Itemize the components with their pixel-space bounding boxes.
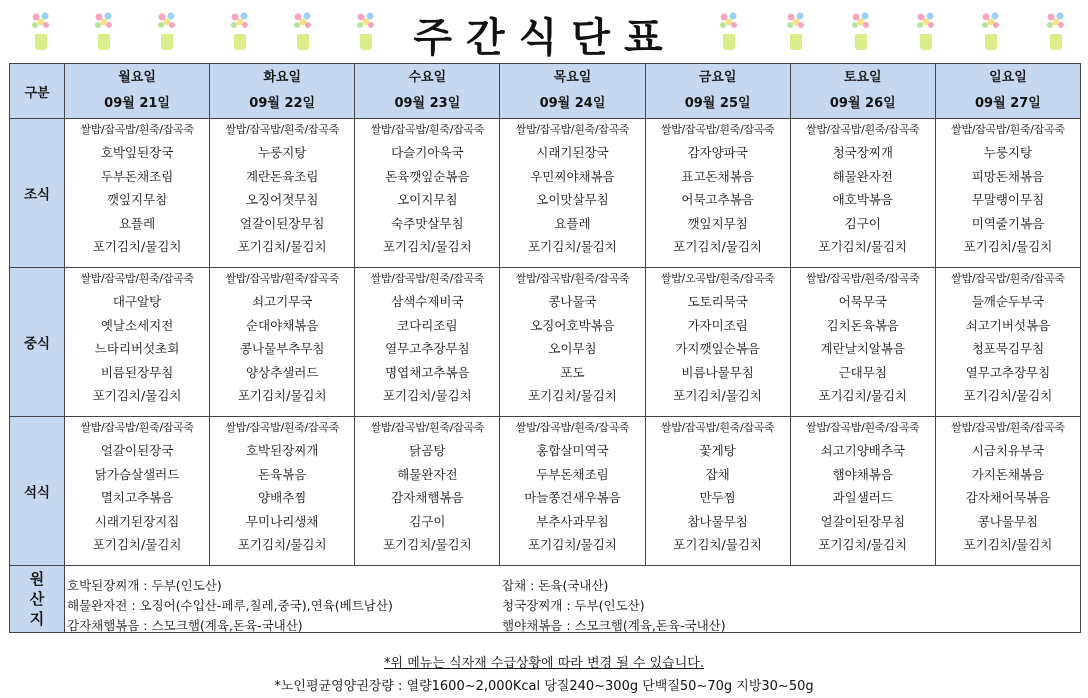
menu-cell xyxy=(355,417,500,566)
menu-item: 쌀밥/잡곡밥/흰죽/잡곡죽 xyxy=(951,123,1065,136)
menu-item: 마늘쫑건새우볶음 xyxy=(524,490,621,505)
menu-item: 누룽지탕 xyxy=(983,145,1033,160)
menu-item: 해물완자전 xyxy=(397,466,458,482)
origin-left-column xyxy=(67,576,393,636)
origin-line: 햄야채볶음 : 스모크햄(계육,돈육-국내산) xyxy=(502,618,726,633)
menu-item: 깻잎지무침 xyxy=(106,192,168,207)
flower-pot-icon xyxy=(850,12,872,52)
menu-item: 요플레 xyxy=(554,215,591,231)
menu-item: 닭곰탕 xyxy=(409,443,446,458)
menu-item: 어묵무국 xyxy=(838,294,887,309)
origin-label xyxy=(10,566,65,633)
menu-item: 양상추샐러드 xyxy=(245,364,319,380)
origin-line: 감자채햄볶음 : 스모크햄(계육,돈육-국내산) xyxy=(67,618,303,633)
flower-pot-icon xyxy=(915,12,937,52)
menu-item: 쌀밥/잡곡밥/흰죽/잡곡죽 xyxy=(80,421,194,434)
menu-item: 감자양파국 xyxy=(687,145,748,160)
menu-item: 호박잎된장국 xyxy=(100,145,174,160)
menu-item: 포기김치/물김치 xyxy=(963,239,1053,254)
menu-cell xyxy=(645,268,790,417)
menu-item: 옛날소세지전 xyxy=(100,317,174,333)
menu-item: 근대무침 xyxy=(838,364,887,380)
menu-item: 오징어젓무침 xyxy=(245,192,319,207)
day-header xyxy=(935,64,1080,119)
menu-item: 열무고추장무침 xyxy=(385,341,470,356)
menu-item: 피망돈채볶음 xyxy=(971,168,1045,184)
day-header xyxy=(790,64,935,119)
menu-item: 시금치유부국 xyxy=(971,443,1045,458)
flower-pot-icon xyxy=(718,12,740,52)
menu-item: 미역줄기볶음 xyxy=(971,215,1045,231)
menu-item: 쌀밥/잡곡밥/흰죽/잡곡죽 xyxy=(660,421,775,434)
menu-cell xyxy=(210,119,355,268)
flower-pot-icon xyxy=(156,12,178,52)
flower-pot-icon xyxy=(980,12,1002,52)
menu-item: 도토리묵국 xyxy=(687,294,748,309)
menu-item: 명엽채고추볶음 xyxy=(385,364,470,380)
menu-item: 순대야채볶음 xyxy=(245,317,319,333)
day-date: 09월 21일 xyxy=(104,96,170,111)
menu-item: 쌀밥/잡곡밥/흰죽/잡곡죽 xyxy=(80,272,194,285)
meal-row xyxy=(10,417,1081,566)
menu-item: 대구알탕 xyxy=(112,294,162,309)
menu-item: 요플레 xyxy=(118,215,156,231)
menu-item: 포기김치/물김치 xyxy=(92,537,182,552)
menu-item: 김구이 xyxy=(409,513,446,529)
page-title: 주간식단표 xyxy=(413,15,677,61)
flower-pot-icon xyxy=(292,12,314,52)
menu-item: 포기김치/물김치 xyxy=(673,239,762,254)
menu-item: 포기김치/물김치 xyxy=(818,388,908,403)
header-banner xyxy=(0,0,1088,62)
day-name: 목요일 xyxy=(553,70,592,85)
menu-item: 멸치고추볶음 xyxy=(100,490,174,505)
menu-item: 포기김치/물김치 xyxy=(92,388,182,403)
day-header xyxy=(355,64,500,119)
menu-item: 얼갈이된장국 xyxy=(100,443,174,458)
menu-item: 열무고추장무침 xyxy=(965,364,1051,380)
day-date: 09월 26일 xyxy=(829,96,896,111)
day-name: 월요일 xyxy=(118,70,156,85)
menu-item: 깻잎지무침 xyxy=(687,215,748,231)
day-header xyxy=(645,64,790,119)
menu-item: 포도 xyxy=(560,364,585,380)
menu-item: 포기김치/물김치 xyxy=(528,388,617,403)
menu-item: 청포묵김무침 xyxy=(971,341,1045,356)
day-header xyxy=(500,64,645,119)
meal-label: 조식 xyxy=(10,119,65,268)
menu-item: 콩나물부추무침 xyxy=(239,341,325,356)
day-date: 09월 27일 xyxy=(975,96,1041,111)
menu-item: 쌀밥/잡곡밥/흰죽/잡곡죽 xyxy=(515,421,630,434)
menu-item: 애호박볶음 xyxy=(832,192,893,207)
menu-item: 쇠고기무국 xyxy=(252,294,313,309)
menu-item: 느타리버섯초회 xyxy=(94,341,180,356)
menu-item: 닭가슴살샐러드 xyxy=(94,466,180,482)
menu-cell xyxy=(210,417,355,566)
menu-item: 포기김치/물김치 xyxy=(963,537,1053,552)
menu-cell xyxy=(935,268,1080,417)
menu-cell xyxy=(65,119,210,268)
menu-item: 포기김치/물김치 xyxy=(963,388,1053,403)
menu-item: 포기김치/물김치 xyxy=(528,537,617,552)
menu-item: 표고돈채볶음 xyxy=(681,168,754,184)
menu-item: 쌀밥/잡곡밥/흰죽/잡곡죽 xyxy=(370,421,485,434)
menu-item: 쌀밥/잡곡밥/흰죽/잡곡죽 xyxy=(80,123,194,136)
menu-item: 두부돈채조림 xyxy=(536,466,609,482)
menu-item: 쌀밥/잡곡밥/흰죽/잡곡죽 xyxy=(951,272,1065,285)
menu-item: 쌀밥/잡곡밥/흰죽/잡곡죽 xyxy=(806,421,920,434)
menu-item: 가자미조림 xyxy=(687,317,748,333)
menu-item: 쌀밥/잡곡밥/흰죽/잡곡죽 xyxy=(515,123,630,136)
meal-row xyxy=(10,268,1081,417)
menu-item: 쌀밥/잡곡밥/흰죽/잡곡죽 xyxy=(370,123,485,136)
menu-cell xyxy=(210,268,355,417)
day-date: 09월 24일 xyxy=(539,96,606,111)
menu-item: 쌀밥/잡곡밥/흰죽/잡곡죽 xyxy=(951,421,1065,434)
menu-item: 쌀밥/잡곡밥/흰죽/잡곡죽 xyxy=(515,272,630,285)
menu-item: 감자채햄볶음 xyxy=(391,490,464,505)
day-date: 09월 22일 xyxy=(249,96,316,111)
menu-item: 비름된장무침 xyxy=(100,364,174,380)
origin-label-char: 산 xyxy=(29,590,45,608)
menu-item: 콩나물국 xyxy=(548,294,597,309)
origin-line: 호박된장찌개 : 두부(인도산) xyxy=(67,578,222,593)
menu-item: 포기김치/물김치 xyxy=(237,388,327,403)
day-name: 수요일 xyxy=(408,70,447,85)
menu-item: 쌀밥/잡곡밥/흰죽/잡곡죽 xyxy=(225,123,339,136)
menu-cell xyxy=(500,417,645,566)
menu-item: 포기김치/물김치 xyxy=(528,239,617,254)
origin-label-char: 원 xyxy=(29,570,45,588)
menu-item: 김치돈육볶음 xyxy=(826,317,899,333)
menu-item: 돈육볶음 xyxy=(258,466,307,482)
menu-item: 가지깻잎순볶음 xyxy=(675,341,760,356)
menu-item: 오이맛살무침 xyxy=(536,192,609,207)
day-header xyxy=(65,64,210,119)
menu-cell xyxy=(500,119,645,268)
menu-item: 쇠고기양배추국 xyxy=(820,443,906,458)
meal-label: 중식 xyxy=(10,268,65,417)
menu-cell xyxy=(645,417,790,566)
menu-item: 비름나물무침 xyxy=(681,364,754,380)
menu-item: 포기김치/물김치 xyxy=(673,537,762,552)
menu-item: 꽃게탕 xyxy=(699,443,736,458)
menu-item: 다슬기아욱국 xyxy=(391,145,464,160)
menu-item: 해물완자전 xyxy=(832,168,893,184)
menu-item: 계란날치알볶음 xyxy=(820,341,906,356)
corner-header: 구분 xyxy=(10,64,65,119)
menu-cell xyxy=(500,268,645,417)
menu-cell xyxy=(355,268,500,417)
menu-item: 시래기된장지짐 xyxy=(94,513,180,529)
menu-item: 얼갈이된장무침 xyxy=(239,215,325,231)
menu-item: 쌀밥/잡곡밥/흰죽/잡곡죽 xyxy=(225,421,339,434)
menu-item: 쇠고기버섯볶음 xyxy=(965,317,1051,333)
menu-item: 참나물무침 xyxy=(687,513,748,529)
day-name: 토요일 xyxy=(843,70,882,85)
origin-line: 청국장찌개 : 두부(인도산) xyxy=(502,598,645,613)
menu-item: 포기김치/물김치 xyxy=(818,537,908,552)
flower-pot-icon xyxy=(785,12,807,52)
day-header xyxy=(210,64,355,119)
menu-item: 무말랭이무침 xyxy=(971,192,1045,207)
menu-item: 삼색수제비국 xyxy=(391,294,464,309)
menu-item: 포기김치/물김치 xyxy=(382,239,472,254)
menu-item: 코다리조림 xyxy=(397,317,458,333)
day-date: 09월 25일 xyxy=(684,96,751,111)
menu-item: 오징어호박볶음 xyxy=(530,317,615,333)
menu-item: 포기김치/물김치 xyxy=(237,537,327,552)
nutrition-notice: *노인평균영양권장량 : 열량1600~2,000Kcal 당질240~300g 단백질50~70g 지방30~50g xyxy=(274,679,814,694)
menu-item: 가지돈채볶음 xyxy=(971,466,1045,482)
menu-item: 청국장찌개 xyxy=(832,145,893,160)
menu-item: 포기김치/물김치 xyxy=(237,239,327,254)
origin-line: 잡채 : 돈육(국내산) xyxy=(502,578,609,593)
menu-item: 들깨순두부국 xyxy=(971,294,1045,309)
flower-pot-icon xyxy=(229,12,251,52)
menu-item: 양배추찜 xyxy=(258,490,307,505)
menu-item: 얼갈이된장무침 xyxy=(820,513,906,529)
table-header-row xyxy=(10,64,1081,119)
menu-item: 호박된장찌개 xyxy=(245,443,319,458)
menu-item: 홍합살미역국 xyxy=(536,443,609,458)
menu-item: 부추사과무침 xyxy=(536,513,609,529)
flower-pot-icon xyxy=(93,12,115,52)
menu-item: 시래기된장국 xyxy=(536,145,609,160)
menu-item: 쌀밥/잡곡밥/흰죽/잡곡죽 xyxy=(806,272,920,285)
menu-item: 잡채 xyxy=(705,466,730,482)
menu-cell xyxy=(935,417,1080,566)
menu-item: 포기김치/물김치 xyxy=(382,388,472,403)
meal-row xyxy=(10,119,1081,268)
menu-item: 포기김치/물김치 xyxy=(673,388,762,403)
menu-item: 두부돈채조림 xyxy=(100,168,174,184)
menu-change-notice: *위 메뉴는 식자재 수급상황에 따라 변경 될 수 있습니다. xyxy=(384,656,704,671)
menu-item: 쌀밥/잡곡밥/흰죽/잡곡죽 xyxy=(660,123,775,136)
menu-item: 쌀밥/잡곡밥/흰죽/잡곡죽 xyxy=(225,272,339,285)
menu-item: 과일샐러드 xyxy=(832,490,893,505)
menu-item: 쌀밥/잡곡밥/흰죽/잡곡죽 xyxy=(370,272,485,285)
menu-cell xyxy=(935,119,1080,268)
menu-item: 콩나물무침 xyxy=(977,513,1039,529)
menu-cell xyxy=(790,417,935,566)
menu-item: 누룽지탕 xyxy=(258,145,307,160)
day-name: 화요일 xyxy=(263,70,302,85)
menu-item: 오이무침 xyxy=(548,341,597,356)
menu-cell xyxy=(790,119,935,268)
menu-cell xyxy=(790,268,935,417)
origin-label-char: 지 xyxy=(29,610,45,628)
origin-right-column xyxy=(502,576,726,636)
origin-row xyxy=(10,566,1081,633)
menu-item: 오이지무침 xyxy=(397,192,458,207)
menu-item: 햄야채볶음 xyxy=(832,466,893,482)
menu-item: 숙주맛살무침 xyxy=(391,215,464,231)
day-name: 일요일 xyxy=(989,70,1027,85)
menu-item: 포기김치/물김치 xyxy=(92,239,182,254)
menu-item: 우민찌야채볶음 xyxy=(530,168,615,184)
weekly-menu-table xyxy=(9,63,1081,633)
origin-line: 해물완자전 : 오징어(수입산-페루,칠레,중국),연육(베트남산) xyxy=(67,598,393,613)
origin-info xyxy=(65,566,1081,633)
menu-item: 포기김치/물김치 xyxy=(818,239,908,254)
flower-pot-icon xyxy=(30,12,52,52)
menu-item: 돈육깻잎순볶음 xyxy=(385,168,470,184)
flower-pot-icon xyxy=(355,12,377,52)
menu-cell xyxy=(645,119,790,268)
menu-item: 포기김치/물김치 xyxy=(382,537,472,552)
menu-cell xyxy=(355,119,500,268)
flower-pot-icon xyxy=(1045,12,1067,52)
menu-item: 쌀밥/오곡밥/흰죽/잡곡죽 xyxy=(660,272,775,285)
menu-item: 만두찜 xyxy=(699,490,736,505)
meal-label: 석식 xyxy=(10,417,65,566)
menu-item: 감자채어묵볶음 xyxy=(965,490,1051,505)
menu-item: 쌀밥/잡곡밥/흰죽/잡곡죽 xyxy=(806,123,920,136)
day-name: 금요일 xyxy=(698,70,737,85)
menu-item: 계란돈육조림 xyxy=(245,168,319,184)
menu-item: 어묵고추볶음 xyxy=(681,192,754,207)
menu-cell xyxy=(65,417,210,566)
menu-cell xyxy=(65,268,210,417)
day-date: 09월 23일 xyxy=(394,96,461,111)
menu-item: 김구이 xyxy=(844,215,881,231)
menu-item: 무미나리생채 xyxy=(245,513,319,529)
